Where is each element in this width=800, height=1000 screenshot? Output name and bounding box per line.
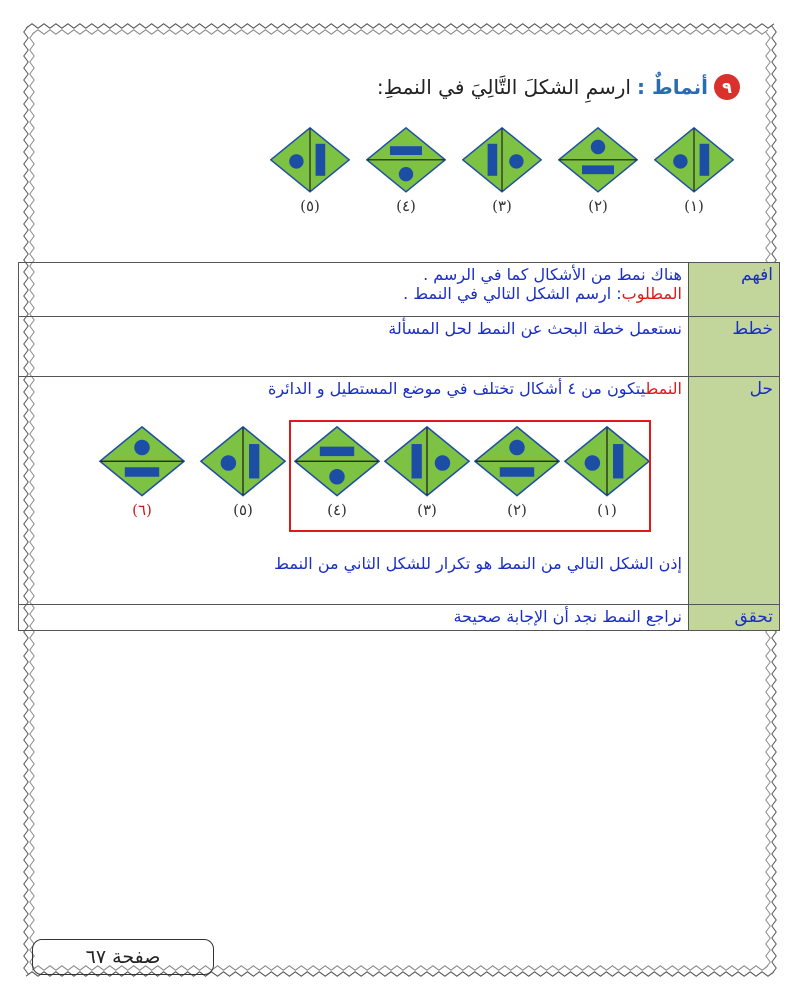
pattern-shape: [650, 127, 738, 215]
rectangle-mark: [390, 146, 422, 155]
required-text: : ارسم الشكل التالي في النمط .: [403, 284, 622, 303]
understand-body: [19, 263, 689, 317]
diamond-shape-icon: [200, 426, 286, 497]
dot-mark: [289, 154, 303, 168]
row-check: [19, 605, 780, 631]
shape-number-label: (٢): [588, 196, 608, 215]
rectangle-mark: [488, 144, 498, 176]
solve-conclusion: إذن الشكل التالي من النمط هو تكرار للشكل الثاني من النمط: [274, 554, 682, 573]
rectangle-mark: [582, 165, 614, 174]
pattern-shape: [362, 127, 450, 215]
rectangle-mark: [249, 444, 259, 478]
required-label: المطلوب: [621, 284, 682, 303]
diamond-shape-icon: [99, 426, 185, 497]
pattern-shape: [554, 127, 642, 215]
diamond-shape-icon: [270, 127, 350, 193]
question-title: [377, 74, 740, 100]
shape-number-label: (٥): [233, 500, 253, 519]
row-plan: [19, 317, 780, 377]
label-plan: خطط: [689, 317, 780, 377]
rectangle-mark: [700, 144, 710, 176]
shape-number-label: (٥): [300, 196, 320, 215]
question-number-badge: ٩: [714, 74, 740, 100]
shape-number-label: (٣): [492, 196, 512, 215]
dot-mark: [399, 167, 413, 181]
pattern-shape: [458, 127, 546, 215]
diamond-shape-icon: [558, 127, 638, 193]
dot-mark: [134, 440, 149, 455]
diamond-shape-icon: [366, 127, 446, 193]
dot-mark: [673, 154, 687, 168]
solve-line1-text: يتكون من ٤ أشكال تختلف في موضع المستطيل و الدائرة: [267, 379, 646, 398]
repeating-unit-highlight: [289, 420, 651, 532]
shape-number-label: (٦): [132, 500, 152, 519]
diamond-shape-icon: [462, 127, 542, 193]
understand-line1: هناك نمط من الأشكال كما في الرسم .: [423, 265, 682, 284]
pattern-word: النمط: [645, 379, 682, 398]
row-understand: [19, 263, 780, 317]
pattern-shapes-top: [266, 127, 738, 215]
understand-line2: [25, 284, 682, 303]
page-number: صفحة ٦٧: [32, 939, 214, 975]
question-text: ارسمِ الشكلَ التَّالِيَ في النمطِ:: [376, 75, 631, 99]
check-text: نراجع النمط نجد أن الإجابة صحيحة: [19, 605, 689, 631]
shape-number-label: (٢): [507, 500, 527, 519]
solve-line1: [25, 379, 682, 398]
shape-number-label: (٣): [417, 500, 437, 519]
dot-mark: [221, 455, 236, 470]
rectangle-mark: [125, 467, 159, 476]
rectangle-mark: [316, 144, 326, 176]
shape-number-label: (٤): [396, 196, 416, 215]
pattern-shape: [194, 426, 292, 519]
plan-text: نستعمل خطة البحث عن النمط لحل المسألة: [19, 317, 689, 377]
question-keyword: أنماطٌ :: [636, 75, 708, 99]
pattern-shape: [266, 127, 354, 215]
label-understand: افهم: [689, 263, 780, 317]
label-solve: حل: [689, 377, 780, 605]
dot-mark: [591, 140, 605, 154]
label-check: تحقق: [689, 605, 780, 631]
dot-mark: [509, 154, 523, 168]
diamond-shape-icon: [654, 127, 734, 193]
shape-number-label: (١): [597, 500, 617, 519]
pattern-shape: [90, 426, 194, 519]
shape-number-label: (١): [684, 196, 704, 215]
shape-number-label: (٤): [327, 500, 347, 519]
